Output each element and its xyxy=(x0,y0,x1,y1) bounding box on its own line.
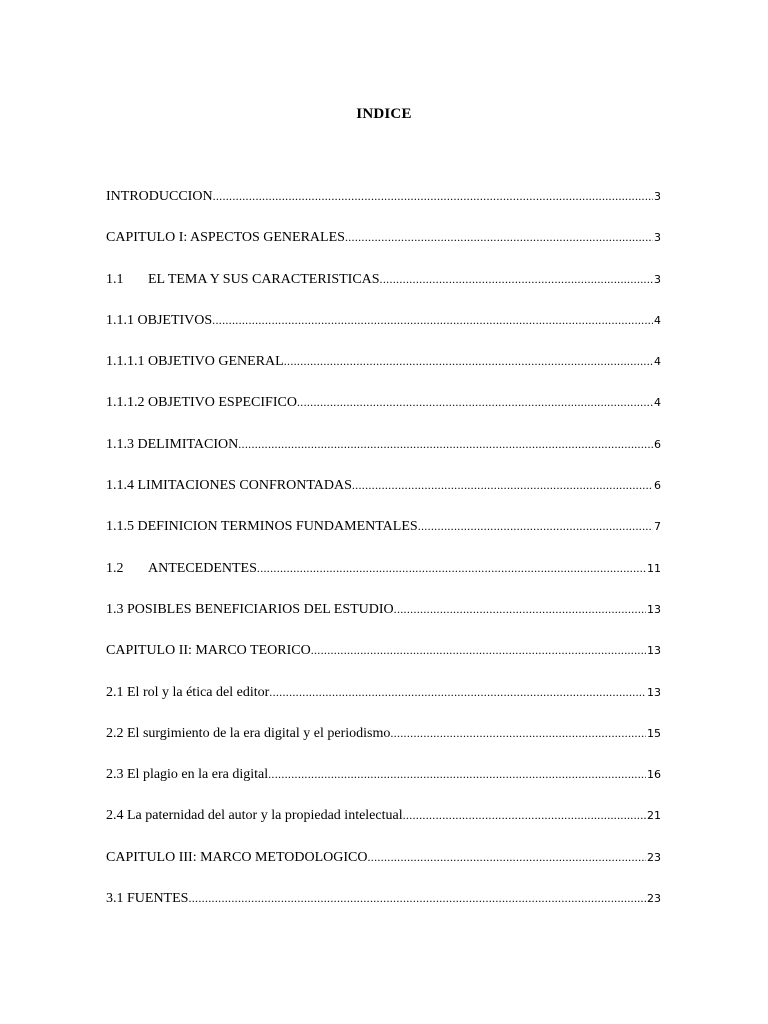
toc-entry-number: 1.2 xyxy=(106,560,124,576)
toc-entry[interactable] xyxy=(106,888,661,929)
toc-entry[interactable] xyxy=(106,227,661,268)
toc-entry-page-number: 16 xyxy=(647,768,661,782)
toc-entry[interactable] xyxy=(106,723,661,764)
toc-entry-page-number: 23 xyxy=(647,850,661,864)
toc-entry-number: 1.1 xyxy=(106,271,124,287)
toc-entry[interactable] xyxy=(106,475,661,516)
toc-dot-leader xyxy=(297,392,653,412)
toc-entry-page-number: 15 xyxy=(647,726,661,740)
toc-entry-page-number: 23 xyxy=(647,892,661,906)
toc-entry[interactable] xyxy=(106,269,661,310)
toc-entry-label: EL TEMA Y SUS CARACTERISTICAS xyxy=(148,271,380,287)
toc-dot-leader xyxy=(352,475,653,495)
toc-entry[interactable] xyxy=(106,434,661,475)
toc-entry-label: 2.1 El rol y la ética del editor xyxy=(106,684,270,700)
toc-entry-page-number: 13 xyxy=(647,644,661,658)
toc-entry[interactable] xyxy=(106,392,661,433)
toc-entry-page-number: 6 xyxy=(654,437,661,451)
toc-entry-label: 1.1.1.2 OBJETIVO ESPECIFICO xyxy=(106,395,297,411)
toc-entry[interactable] xyxy=(106,682,661,723)
toc-entry-label: 1.1.5 DEFINICION TERMINOS FUNDAMENTALES xyxy=(106,519,418,535)
toc-entry[interactable] xyxy=(106,764,661,805)
toc-entry-page-number: 11 xyxy=(647,561,661,575)
toc-entry-label: 1.1.1.1 OBJETIVO GENERAL xyxy=(106,354,284,370)
toc-entry-page-number: 3 xyxy=(654,272,661,286)
toc-entry-label: CAPITULO III: MARCO METODOLOGICO xyxy=(106,849,368,865)
toc-entry-label: 1.1.1 OBJETIVOS xyxy=(106,312,213,328)
toc-entry[interactable] xyxy=(106,310,661,351)
table-of-contents xyxy=(106,186,661,929)
toc-entry-page-number: 13 xyxy=(647,685,661,699)
toc-dot-leader xyxy=(213,186,653,206)
toc-entry-label: 3.1 FUENTES xyxy=(106,891,189,907)
toc-entry-page-number: 4 xyxy=(654,313,661,327)
toc-dot-leader xyxy=(394,599,646,619)
toc-entry-page-number: 3 xyxy=(654,190,661,203)
toc-entry-label: ANTECEDENTES xyxy=(148,560,257,576)
toc-dot-leader xyxy=(212,310,653,330)
document-title: INDICE xyxy=(356,106,412,122)
toc-entry-page-number: 13 xyxy=(647,602,661,616)
toc-entry-label: 1.3 POSIBLES BENEFICIARIOS DEL ESTUDIO xyxy=(106,601,394,617)
toc-entry-label: 2.2 El surgimiento de la era digital y el periodismo xyxy=(106,725,391,741)
toc-dot-leader xyxy=(403,805,646,825)
toc-dot-leader xyxy=(418,516,653,536)
toc-dot-leader xyxy=(268,764,646,784)
toc-dot-leader xyxy=(284,351,653,371)
toc-dot-leader xyxy=(238,434,653,454)
toc-entry-page-number: 6 xyxy=(654,479,661,493)
toc-dot-leader xyxy=(390,723,646,743)
toc-entry-label: 1.1.3 DELIMITACION xyxy=(106,436,239,452)
toc-dot-leader xyxy=(367,847,646,867)
toc-dot-leader xyxy=(188,888,646,908)
toc-entry[interactable] xyxy=(106,558,661,599)
toc-entry[interactable] xyxy=(106,599,661,640)
toc-entry[interactable] xyxy=(106,847,661,888)
toc-entry-label: INTRODUCCION xyxy=(106,189,213,204)
toc-entry[interactable] xyxy=(106,640,661,681)
toc-entry-page-number: 21 xyxy=(647,809,661,823)
toc-entry[interactable] xyxy=(106,351,661,392)
toc-entry-page-number: 3 xyxy=(654,231,661,245)
toc-entry-label: CAPITULO I: ASPECTOS GENERALES xyxy=(106,230,345,246)
toc-dot-leader xyxy=(345,227,653,247)
toc-entry-page-number: 4 xyxy=(654,355,661,369)
toc-entry-label: 2.3 El plagio en la era digital xyxy=(106,767,269,783)
toc-entry[interactable] xyxy=(106,186,661,227)
toc-dot-leader xyxy=(257,558,646,578)
toc-entry[interactable] xyxy=(106,516,661,557)
toc-dot-leader xyxy=(380,269,653,289)
toc-entry-page-number: 7 xyxy=(654,520,661,534)
toc-entry-label: 1.1.4 LIMITACIONES CONFRONTADAS xyxy=(106,478,352,494)
toc-entry[interactable] xyxy=(106,805,661,846)
toc-entry-label: CAPITULO II: MARCO TEORICO xyxy=(106,643,311,659)
toc-dot-leader xyxy=(269,682,646,702)
toc-entry-label: 2.4 La paternidad del autor y la propiedad intelectual xyxy=(106,808,403,824)
toc-dot-leader xyxy=(311,640,646,660)
toc-entry-page-number: 4 xyxy=(654,396,661,410)
